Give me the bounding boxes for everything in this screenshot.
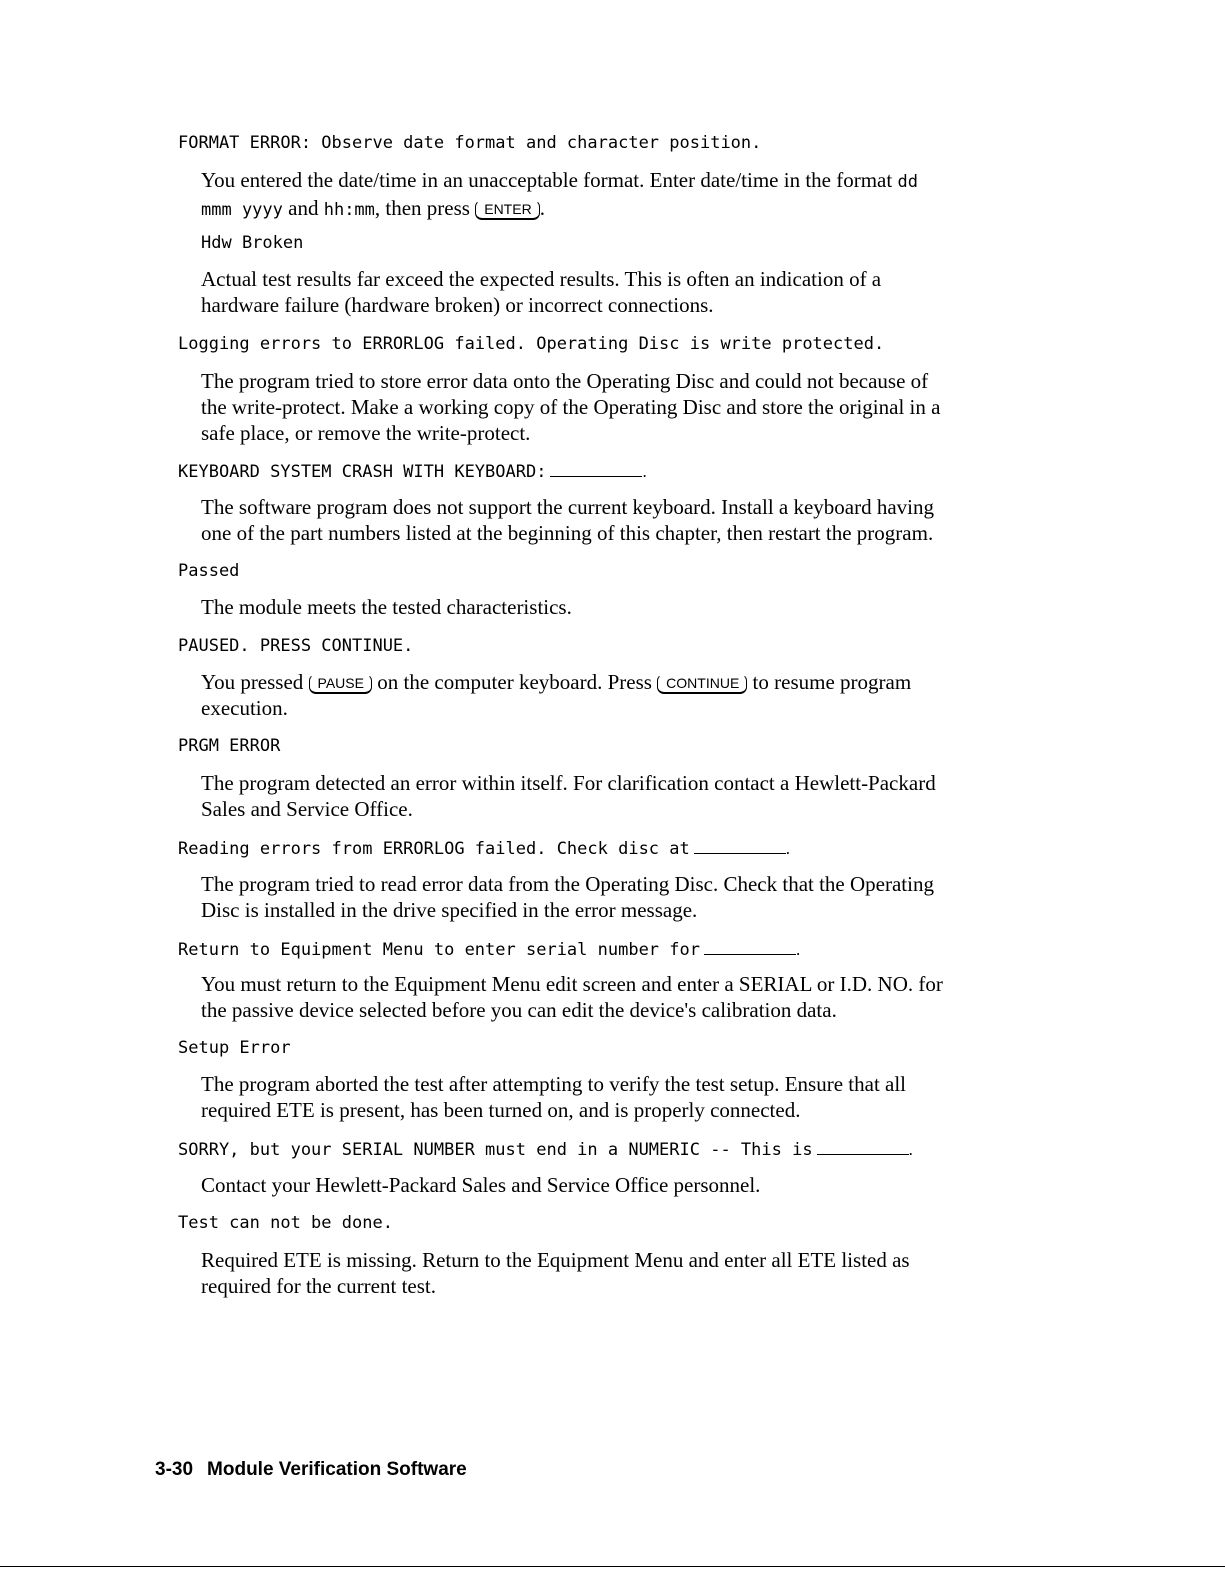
description-line: The software program does not support the current keyboard. Install a keyboard having [201,495,935,519]
description-line: Disc is installed in the drive specified in the error message. [201,898,698,922]
error-description [201,1172,1061,1198]
placeholder-blank [704,939,796,955]
description-line: execution. [201,696,288,720]
page-number: 3-30 [155,1459,194,1480]
description-line: The program tried to read error data from the Operating Disc. Check that the Operating [201,872,934,896]
enter-key: ENTER [475,200,539,220]
error-message-text: PRGM ERROR [178,736,281,756]
description-line: Actual test results far exceed the expected results. This is often an indication of a [201,267,882,291]
error-message-text: Passed [178,561,240,581]
error-message-test-not-done [178,1212,393,1234]
description-line: You pressed PAUSE on the computer keyboard. Press CONTINUE to resume program [201,670,912,694]
error-description [201,266,1061,318]
error-description [201,594,1061,620]
error-message-text: Logging errors to ERRORLOG failed. Operating Disc is write protected. [178,334,885,354]
error-message-return-to-equipment-menu: Return to Equipment Menu to enter serial number for . [178,940,801,960]
error-message-keyboard-crash: KEYBOARD SYSTEM CRASH WITH KEYBOARD: . [178,462,647,482]
error-message-paused [178,635,413,657]
error-description [201,770,1061,822]
description-line: mmm yyyy and hh:mm, then press ENTER . [201,196,545,220]
description-line: The program aborted the test after attempting to verify the test setup. Ensure that all [201,1072,907,1096]
error-message-text: KEYBOARD SYSTEM CRASH WITH KEYBOARD: [178,462,547,482]
error-message-reading-failed: Reading errors from ERRORLOG failed. Check disc at . [178,839,790,859]
error-message-text: Return to Equipment Menu to enter serial number for [178,940,700,960]
section-title: Module Verification Software [207,1459,467,1480]
error-description [201,669,1061,721]
error-description [201,494,1061,546]
error-message-passed [178,560,239,582]
error-description [201,368,1061,446]
description-line: You must return to the Equipment Menu edit screen and enter a SERIAL or I.D. NO. for [201,972,943,996]
description-line: Required ETE is missing. Return to the Equipment Menu and enter all ETE listed as [201,1248,910,1272]
error-message-prgm-error [178,735,280,757]
error-description [201,167,1061,223]
description-line: Sales and Service Office. [201,797,413,821]
description-line: one of the part numbers listed at the beginning of this chapter, then restart the program. [201,521,934,545]
error-description [201,1071,1061,1123]
error-message-hdw-broken [201,232,303,254]
description-line: The module meets the tested characteristics. [201,595,572,619]
error-message-text: Reading errors from ERRORLOG failed. Check disc at [178,839,690,859]
error-message-text: PAUSED. PRESS CONTINUE. [178,636,414,656]
placeholder-blank [817,1139,909,1155]
error-message-text: SORRY, but your SERIAL NUMBER must end in a NUMERIC -- This is [178,1140,813,1160]
time-format-code: hh:mm [323,200,375,220]
description-line: hardware failure (hardware broken) or incorrect connections. [201,293,714,317]
error-message-serial-number-sorry: SORRY, but your SERIAL NUMBER must end in a NUMERIC -- This is . [178,1140,913,1160]
description-line: Contact your Hewlett-Packard Sales and Service Office personnel. [201,1173,761,1197]
description-line: The program tried to store error data onto the Operating Disc and could not because of [201,369,929,393]
error-message-logging-failed [178,333,884,355]
description-line: the write-protect. Make a working copy of the Operating Disc and store the original in a [201,395,941,419]
error-message-text: Hdw Broken [201,233,304,253]
date-format-code: dd [897,172,918,192]
placeholder-blank [550,461,642,477]
error-message-text: Test can not be done. [178,1213,393,1233]
description-line: safe place, or remove the write-protect. [201,421,531,445]
error-message-text: FORMAT ERROR: Observe date format and character position. [178,133,762,153]
error-description [201,871,1061,923]
pause-key: PAUSE [309,674,372,694]
placeholder-blank [694,838,786,854]
error-message-setup-error [178,1037,291,1059]
date-format-code: mmm yyyy [201,200,283,220]
bottom-rule [0,1566,1225,1567]
error-description [201,1247,1061,1299]
page-footer [155,1459,467,1481]
description-line: required ETE is present, has been turned on, and is properly connected. [201,1098,801,1122]
description-line: the passive device selected before you can edit the device's calibration data. [201,998,837,1022]
description-line: You entered the date/time in an unacceptable format. Enter date/time in the format dd [201,168,918,192]
error-message-text: Setup Error [178,1038,291,1058]
description-line: required for the current test. [201,1274,436,1298]
error-description [201,971,1061,1023]
description-line: The program detected an error within itself. For clarification contact a Hewlett-Packard [201,771,936,795]
error-message-format-error [178,132,761,154]
continue-key: CONTINUE [657,674,747,694]
